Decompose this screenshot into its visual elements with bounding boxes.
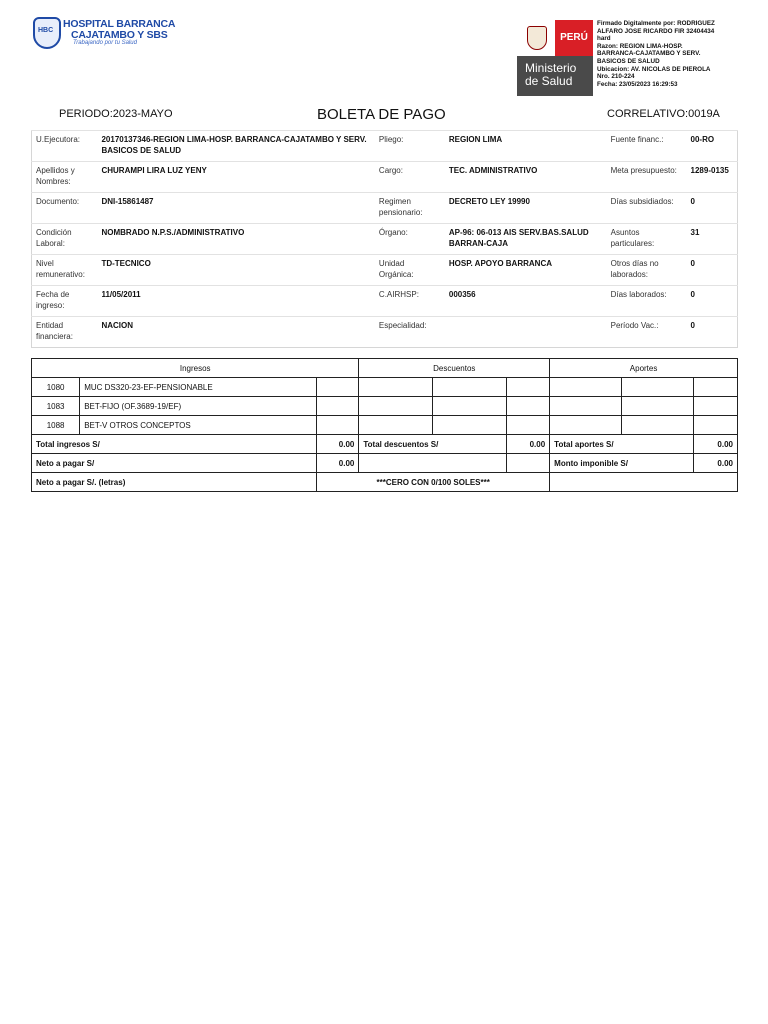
info-value: TEC. ADMINISTRATIVO <box>445 162 607 193</box>
info-label: Período Vac.: <box>607 317 687 348</box>
info-label: U.Ejecutora: <box>32 131 98 162</box>
info-value: 20170137346-REGION LIMA-HOSP. BARRANCA-CAJATAMBO Y SERV. BASICOS DE SALUD <box>97 131 374 162</box>
info-row <box>32 131 738 162</box>
info-value: 0 <box>687 255 738 286</box>
peru-shield-icon <box>527 26 547 50</box>
info-label: Unidad Orgánica: <box>375 255 445 286</box>
totals-row <box>32 435 738 454</box>
minsa-line1: Ministerio <box>525 61 577 75</box>
aportes-header: Aportes <box>550 359 738 378</box>
ingreso-desc: BET-FIJO (OF.3689-19/EF) <box>80 397 317 416</box>
info-value: DNI-15861487 <box>97 193 374 224</box>
ingreso-code: 1083 <box>32 397 80 416</box>
ingreso-code: 1080 <box>32 378 80 397</box>
ingreso-desc: BET-V OTROS CONCEPTOS <box>80 416 317 435</box>
info-value: 1289-0135 <box>687 162 738 193</box>
info-row <box>32 286 738 317</box>
payment-table <box>31 358 738 492</box>
header-row <box>32 359 738 378</box>
minsa-peru-label: PERÚ <box>555 20 593 56</box>
hospital-logo <box>33 17 193 53</box>
total-descuentos-value: 0.00 <box>506 435 549 454</box>
neto-label: Neto a pagar S/ <box>32 454 317 473</box>
info-label: Fuente financ.: <box>607 131 687 162</box>
info-label: Otros días no laborados: <box>607 255 687 286</box>
info-row <box>32 224 738 255</box>
total-descuentos-label: Total descuentos S/ <box>359 435 507 454</box>
info-label: Documento: <box>32 193 98 224</box>
signature-line: Firmado Digitalmente por: RODRIGUEZ <box>597 20 715 27</box>
info-value: 00-RO <box>687 131 738 162</box>
ingreso-desc: MUC DS320-23-EF-PENSIONABLE <box>80 378 317 397</box>
ingreso-code: 1088 <box>32 416 80 435</box>
info-value <box>445 317 607 348</box>
monto-imponible-label: Monto imponible S/ <box>550 454 694 473</box>
info-label: Días subsidiados: <box>607 193 687 224</box>
hospital-name-line2: CAJATAMBO Y SBS <box>71 29 168 41</box>
info-label: C.AIRHSP: <box>375 286 445 317</box>
info-value: REGION LIMA <box>445 131 607 162</box>
hospital-name-line1: HOSPITAL BARRANCA <box>63 18 176 30</box>
info-label: Asuntos particulares: <box>607 224 687 255</box>
total-aportes-value: 0.00 <box>693 435 737 454</box>
ingresos-header: Ingresos <box>32 359 359 378</box>
info-label: Pliego: <box>375 131 445 162</box>
periodo: PERIODO:2023-MAYO <box>59 108 173 120</box>
signature-line: BASICOS DE SALUD <box>597 57 660 65</box>
info-value: 0 <box>687 286 738 317</box>
minsa-logo <box>517 20 593 96</box>
info-label: Fecha de ingreso: <box>32 286 98 317</box>
info-value: 0 <box>687 193 738 224</box>
monto-imponible-value: 0.00 <box>693 454 737 473</box>
info-value: NOMBRADO N.P.S./ADMINISTRATIVO <box>97 224 374 255</box>
ingreso-row <box>32 397 738 416</box>
info-label: Meta presupuesto: <box>607 162 687 193</box>
neto-letras-label: Neto a pagar S/. (letras) <box>32 473 317 492</box>
document-title: BOLETA DE PAGO <box>317 106 446 123</box>
info-value: DECRETO LEY 19990 <box>445 193 607 224</box>
total-aportes-label: Total aportes S/ <box>550 435 694 454</box>
total-ingresos-value: 0.00 <box>317 435 359 454</box>
ingreso-row <box>32 378 738 397</box>
info-label: Nivel remunerativo: <box>32 255 98 286</box>
hospital-tagline: Trabajando por tu Salud <box>73 40 137 46</box>
neto-letras-row <box>32 473 738 492</box>
info-label: Condición Laboral: <box>32 224 98 255</box>
info-value: 31 <box>687 224 738 255</box>
signature-line: Razon: REGION LIMA-HOSP. <box>597 42 683 50</box>
info-row <box>32 317 738 348</box>
info-label: Días laborados: <box>607 286 687 317</box>
info-label: Órgano: <box>375 224 445 255</box>
signature-line: hard <box>597 35 611 43</box>
info-value: 0 <box>687 317 738 348</box>
info-label: Especialidad: <box>375 317 445 348</box>
info-row <box>32 255 738 286</box>
signature-line: Ubicacion: AV. NICOLAS DE PIEROLA <box>597 65 711 73</box>
info-label: Apellidos y Nombres: <box>32 162 98 193</box>
digital-signature <box>597 20 727 88</box>
info-label: Entidad financiera: <box>32 317 98 348</box>
signature-line: Nro. 210-224 <box>597 73 635 81</box>
info-value: 11/05/2011 <box>97 286 374 317</box>
info-label: Regimen pensionario: <box>375 193 445 224</box>
neto-row <box>32 454 738 473</box>
info-value: 000356 <box>445 286 607 317</box>
info-value: HOSP. APOYO BARRANCA <box>445 255 607 286</box>
correlativo: CORRELATIVO:0019A <box>607 108 720 120</box>
info-value: CHURAMPI LIRA LUZ YENY <box>97 162 374 193</box>
info-value: AP-96: 06-013 AIS SERV.BAS.SALUD BARRAN-CAJA <box>445 224 607 255</box>
signature-line: ALFARO JOSE RICARDO FIR 32404434 <box>597 27 715 35</box>
info-label: Cargo: <box>375 162 445 193</box>
employee-info-table <box>31 130 738 348</box>
signature-line: Fecha: 23/05/2023 16:29:53 <box>597 80 678 88</box>
info-value: NACION <box>97 317 374 348</box>
info-row <box>32 193 738 224</box>
neto-letras-value: ***CERO CON 0/100 SOLES*** <box>317 473 550 492</box>
ingreso-row <box>32 416 738 435</box>
hospital-emblem-icon <box>33 17 61 49</box>
info-value: TD-TECNICO <box>97 255 374 286</box>
descuentos-header: Descuentos <box>359 359 550 378</box>
neto-value: 0.00 <box>317 454 359 473</box>
info-row <box>32 162 738 193</box>
hospital-emblem-text: HBC <box>38 27 54 34</box>
minsa-line2: de Salud <box>525 74 573 88</box>
signature-line: BARRANCA-CAJATAMBO Y SERV. <box>597 50 701 58</box>
total-ingresos-label: Total ingresos S/ <box>32 435 317 454</box>
